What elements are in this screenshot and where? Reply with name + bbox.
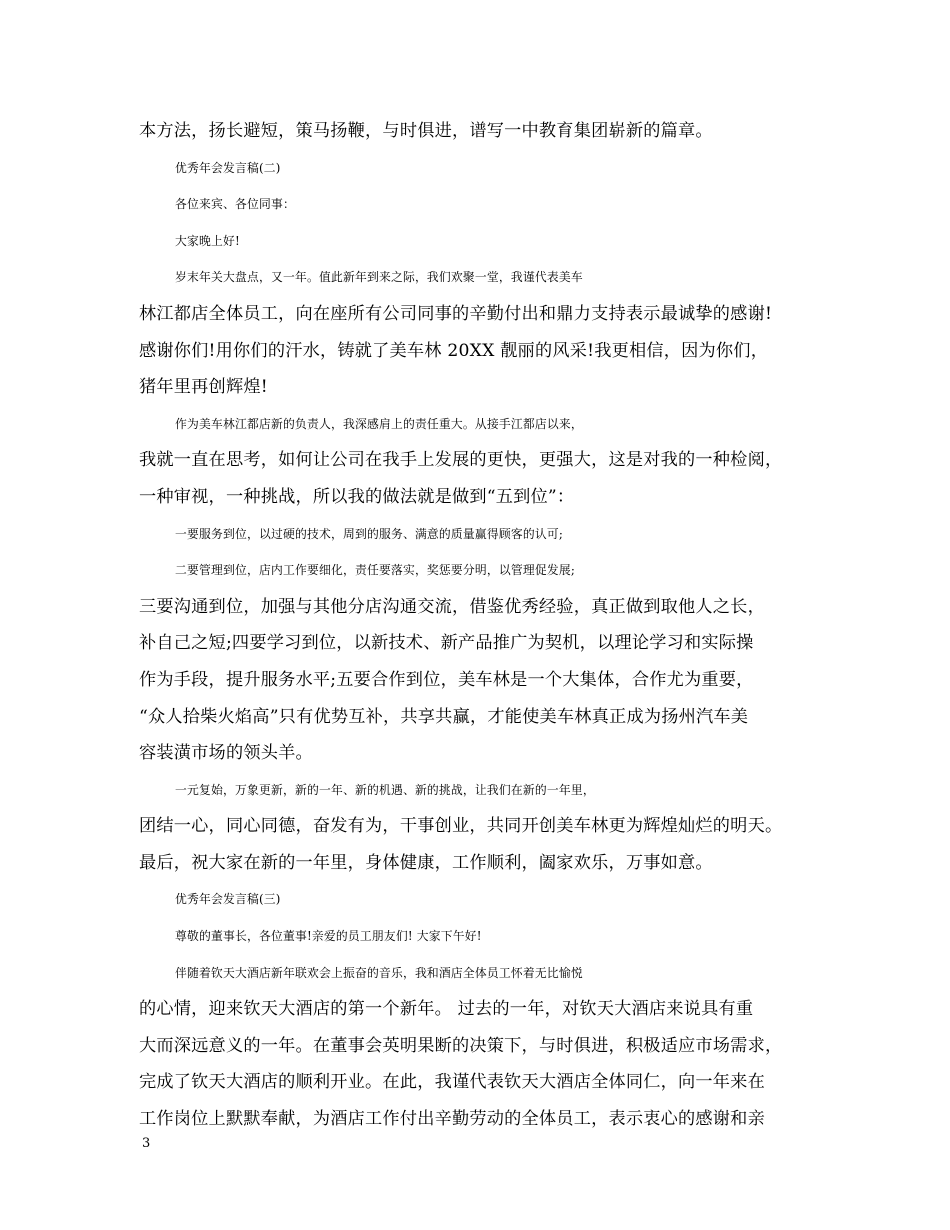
text-line: 岁末年关大盘点，又一年。值此新年到来之际，我们欢聚一堂，我谨代表美车: [175, 270, 583, 285]
text-line: 优秀年会发言稿(二): [175, 160, 281, 175]
text-line: 一元复始，万象更新，新的一年、新的机遇、新的挑战，让我们在新的一年里，: [175, 782, 595, 797]
text-line: 补自己之短;四要学习到位，以新技术、新产品推广为契机，以理论学习和实际操: [139, 633, 754, 654]
text-line: 猪年里再创辉煌!: [139, 377, 268, 398]
text-line: 团结一心，同心同德，奋发有为，干事创业，共同开创美车林更为辉煌灿烂的明天。: [139, 816, 783, 837]
text-line: 三要沟通到位，加强与其他分店沟通交流，借鉴优秀经验，真正做到取他人之长，: [139, 596, 765, 617]
text-line: 伴随着钦天大酒店新年联欢会上振奋的音乐，我和酒店全体员工怀着无比愉悦: [175, 965, 583, 980]
text-line: 尊敬的董事长，各位董事!亲爱的员工朋友们! 大家下午好!: [175, 929, 482, 944]
text-line: 大而深远意义的一年。在董事会英明果断的决策下，与时俱进，积极适应市场需求，: [139, 1035, 783, 1056]
text-line: 各位来宾、各位同事：: [175, 197, 295, 212]
page-number: 3: [142, 1136, 151, 1151]
text-line: 大家晚上好!: [175, 233, 240, 248]
text-line: 作为美车林江都店新的负责人，我深感肩上的责任重大。从接手江都店以来，: [175, 416, 583, 431]
text-line: 最后，祝大家在新的一年里，身体健康，工作顺利，阖家欢乐，万事如意。: [139, 852, 713, 873]
text-line: 工作岗位上默默奉献，为酒店工作付出辛勤劳动的全体员工，表示衷心的感谢和亲: [139, 1109, 765, 1130]
text-line: 作为手段，提升服务水平;五要合作到位，美车林是一个大集体，合作尤为重要，: [139, 669, 754, 690]
text-line: 的心情，迎来钦天大酒店的第一个新年。 过去的一年，对钦天大酒店来说具有重: [139, 999, 754, 1020]
document-body: [139, 113, 829, 1138]
text-line: 一要服务到位，以过硬的技术，周到的服务、满意的质量赢得顾客的认可;: [175, 526, 564, 541]
text-line: 二要管理到位，店内工作要细化，责任要落实，奖惩要分明，以管理促发展;: [175, 563, 576, 578]
text-line: 优秀年会发言稿(三): [175, 892, 281, 907]
text-line: 感谢你们!用你们的汗水，铸就了美车林 20XX 靓丽的风采!我更相信，因为你们，: [139, 340, 769, 361]
text-line: 容装潢市场的领头羊。: [139, 743, 313, 764]
text-line: 我就一直在思考，如何让公司在我手上发展的更快，更强大，这是对我的一种检阅，: [139, 450, 783, 471]
text-line: 完成了钦天大酒店的顺利开业。在此，我谨代表钦天大酒店全体同仁，向一年来在: [139, 1072, 765, 1093]
text-line: 林江都店全体员工，向在座所有公司同事的辛勤付出和鼎力支持表示最诚挚的感谢!: [139, 303, 773, 324]
text-line: 本方法，扬长避短，策马扬鞭，与时俱进，谱写一中教育集团崭新的篇章。: [139, 121, 713, 141]
text-line: “众人拾柴火焰高”只有优势互补，共享共赢，才能使美车林真正成为扬州汽车美: [139, 706, 749, 727]
text-line: 一种审视，一种挑战，所以我的做法就是做到“五到位”：: [139, 486, 575, 507]
